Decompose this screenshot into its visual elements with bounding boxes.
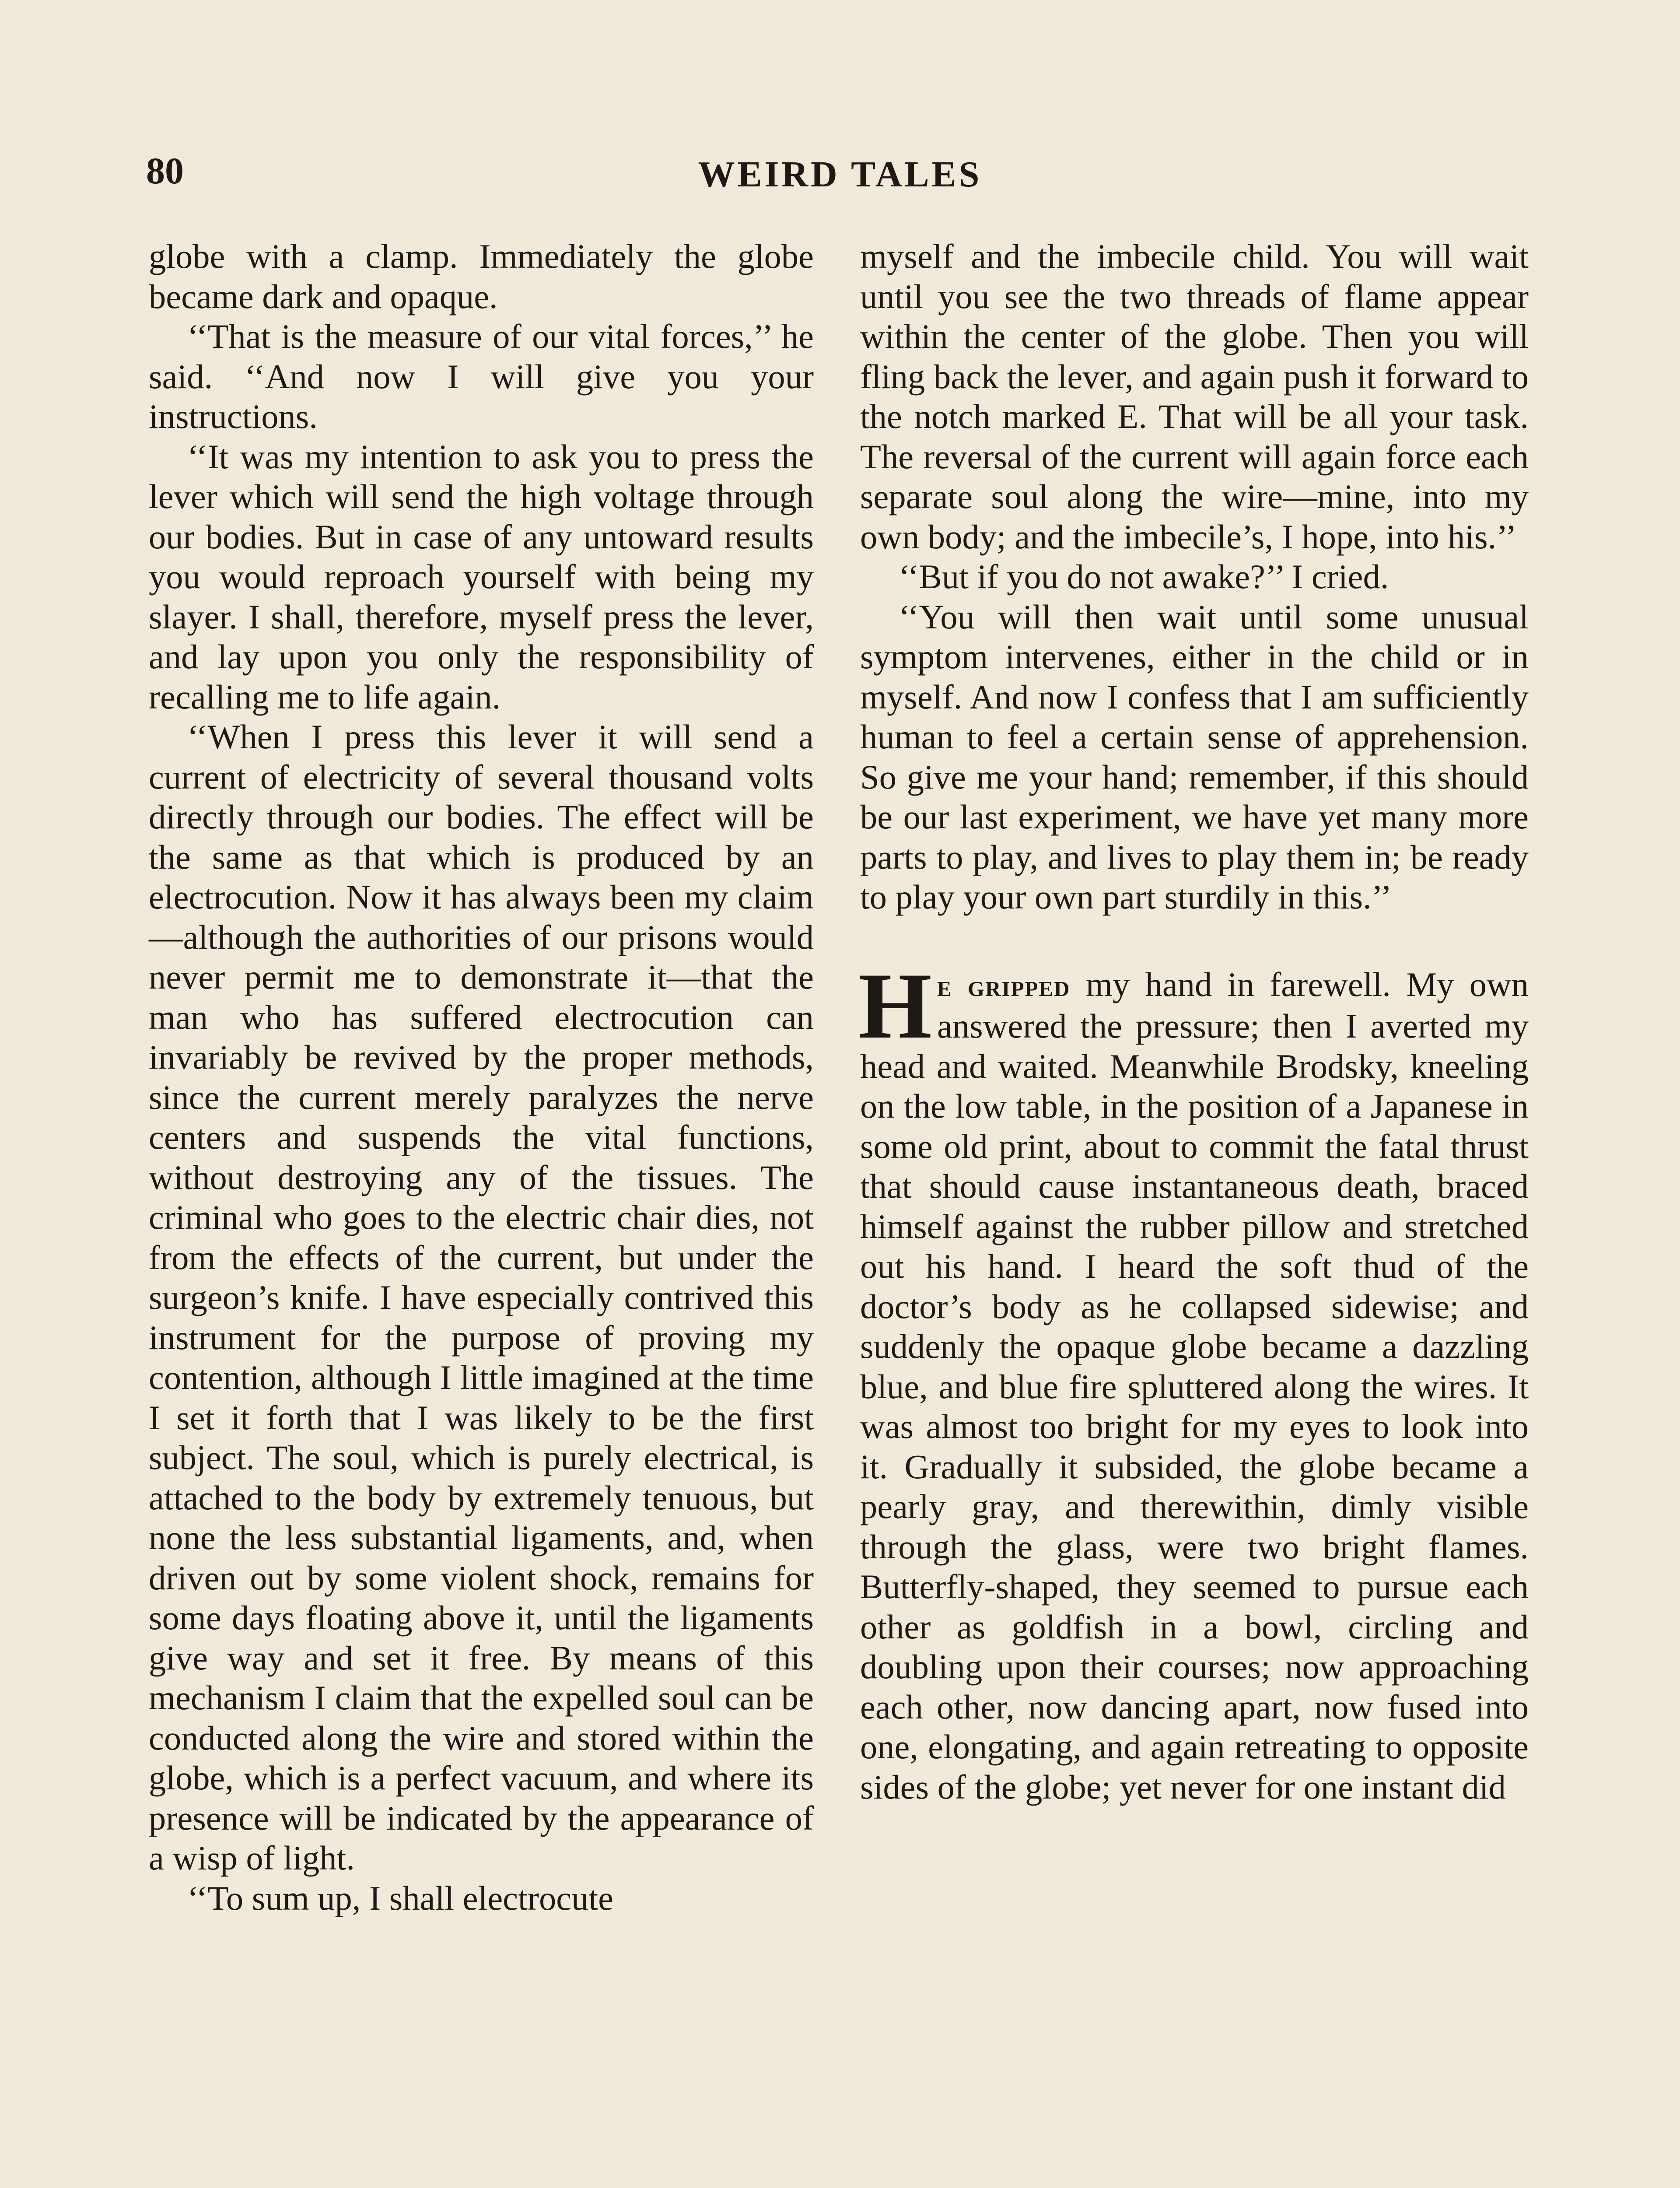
small-caps-lead: e gripped bbox=[937, 969, 1071, 1003]
page-number: 80 bbox=[146, 150, 184, 192]
left-column bbox=[149, 236, 814, 1918]
paragraph: ‘‘To sum up, I shall electrocute bbox=[187, 1879, 613, 1917]
section-opening-paragraph bbox=[858, 953, 1529, 1807]
paragraph: ‘‘It was my intention to ask you to press the lever which will send the high voltage through our bodies. But in case of any untoward results you would reproach yourself with being my slayer. I shall, therefore, myself press the lever, and lay upon you only the responsibility of recalling me to life again. bbox=[149, 437, 814, 716]
drop-cap: H bbox=[858, 953, 932, 1058]
paragraph: ‘‘When I press this lever it will send a current of electricity of several thousand volts directly through our bodies. The effect will be the same as that which is produced by an electrocution. Now it has always been my claim—although the authorities of our prisons would never permit me to demonstrate it—that the man who has suffered electrocution can invariably be revived by the proper methods, since the current merely paralyzes the nerve centers and suspends the vital functions, without destroying any of the tissues. The criminal who goes to the electric chair dies, not from the effects of the current, but under the surgeon’s knife. I have especially contrived this instrument for the purpose of proving my contention, although I little imagined at the time I set it forth that I was likely to be the first subject. The soul, which is purely electrical, is attached to the body by extremely tenuous, but none the less substantial ligaments, and, when driven out by some violent shock, remains for some days floating above it, until the ligaments give way and set it free. By means of this mechanism I claim that the expelled soul can be conducted along the wire and stored within the globe, which is a perfect vacuum, and where its presence will be indicated by the appearance of a wisp of light. bbox=[149, 718, 814, 1877]
paragraph: myself and the imbecile child. You will wait until you see the two threads of flame appear within the center of the globe. Then you will fling back the lever, and again push it forward to the notch marked E. That will be all your task. The reversal of the current will again force each separate soul along the wire—mine, into my own body; and the imbecile’s, I hope, into his.’’ bbox=[860, 237, 1529, 556]
paragraph: ‘‘That is the measure of our vital forces,’’ he said. ‘‘And now I will give you your instructions. bbox=[149, 317, 814, 435]
section-break bbox=[860, 917, 1529, 964]
right-column bbox=[860, 236, 1529, 1807]
paragraph: ‘‘You will then wait until some unusual symptom intervenes, either in the child or in myself. And now I confess that I am sufficiently human to feel a certain sense of apprehension. So give me your hand; remember, if this should be our last experiment, we have yet many more parts to play, and lives to play them in; be ready to play your own part sturdily in this.’’ bbox=[860, 597, 1529, 916]
paragraph: globe with a clamp. Immediately the globe became dark and opaque. bbox=[149, 237, 814, 316]
running-head: WEIRD TALES bbox=[698, 154, 982, 195]
paragraph: ‘‘But if you do not awake?’’ I cried. bbox=[899, 558, 1389, 596]
paragraph-text: my hand in farewell. My own answered the pressure; then I averted my head and waited. Meanwhile Brodsky, kneeling on the low table, in the position of a Japanese in some old print, about to commit the fatal thrust that should cause instantaneous death, braced himself against the rubber pillow and stretched out his hand. I heard the soft thud of the doctor’s body as he collapsed sidewise; and suddenly the opaque globe became a dazzling blue, and blue fire spluttered along the wires. It was almost too bright for my eyes to look into it. Gradually it subsided, the globe became a pearly gray, and therewithin, dimly visible through the glass, were two bright flames. Butterfly-shaped, they seemed to pursue each other as goldfish in a bowl, circling and doubling upon their courses; now approaching each other, now dancing apart, now fused into one, elongating, and again retreating to opposite sides of the globe; yet never for one instant did bbox=[860, 965, 1529, 1806]
